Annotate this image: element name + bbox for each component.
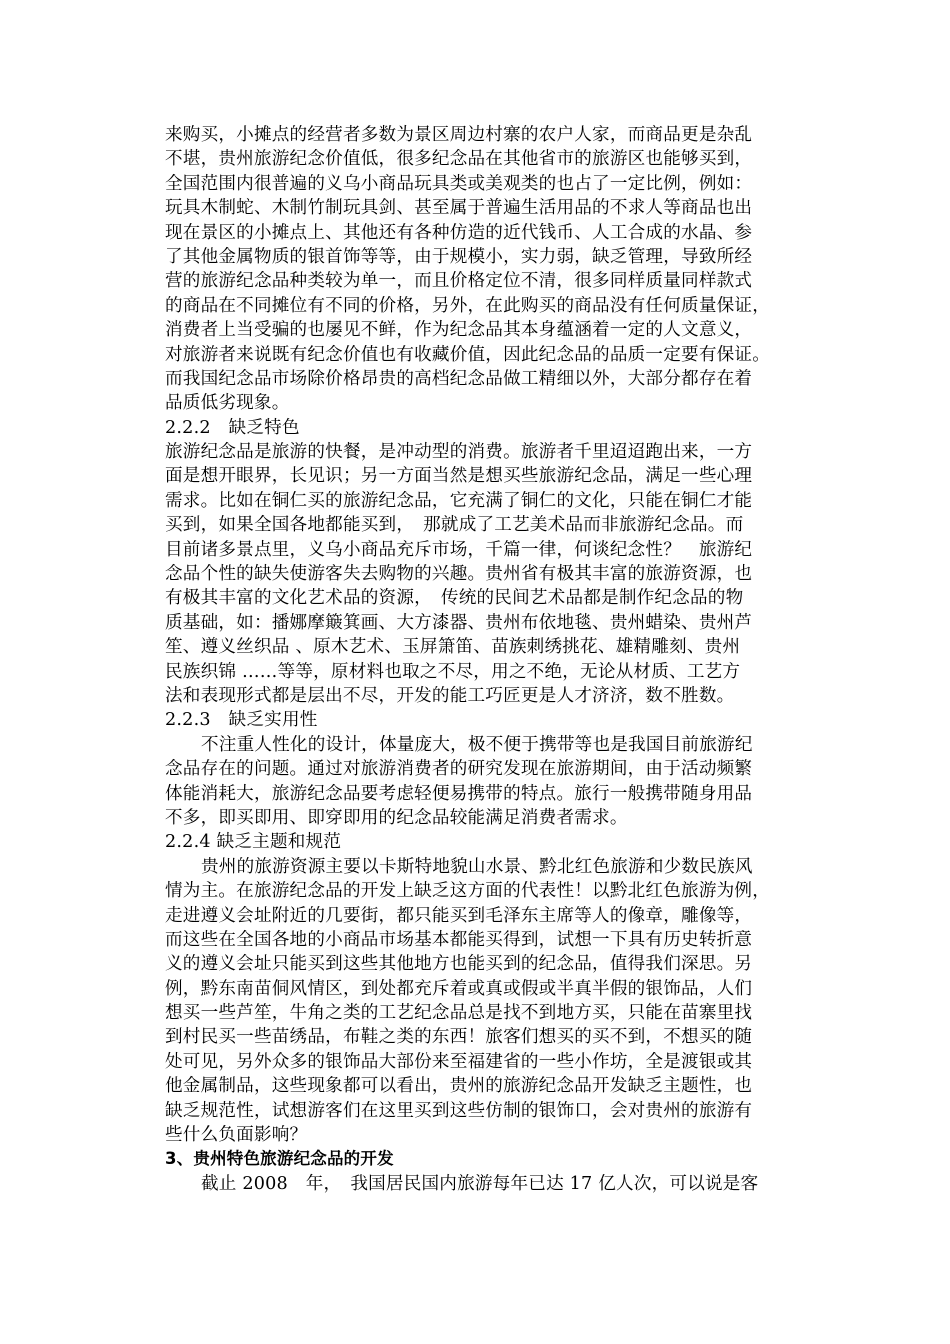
text-line: 全国范围内很普遍的义乌小商品玩具类或美观类的也占了一定比例，例如： (165, 173, 753, 194)
text-line: 而这些在全国各地的小商品市场基本都能买得到，试想一下具有历史转折意 (165, 929, 753, 950)
text-line: 的商品在不同摊位有不同的价格，另外，在此购买的商品没有任何质量保证， (165, 295, 770, 316)
text-line: 些什么负面影响？ (165, 1125, 308, 1146)
section-2-2-4 (165, 830, 805, 1147)
text-line: 他金属制品，这些现象都可以看出，贵州的旅游纪念品开发缺乏主题性，也 (165, 1076, 753, 1097)
text-line: 不注重人性化的设计，体量庞大，极不便于携带等也是我国目前旅游纪 (201, 734, 753, 755)
text-line: 旅游纪念品是旅游的快餐，是冲动型的消费。旅游者千里迢迢跑出来，一方 (165, 442, 753, 463)
text-line: 民族织锦 ……等等，原材料也取之不尽，用之不绝，无论从材质、工艺方 (165, 661, 741, 682)
text-line: 截止 2008 年， 我国居民国内旅游每年已达 17 亿人次，可以说是客 (201, 1173, 759, 1194)
text-line: 体能消耗大，旅游纪念品要考虑轻便易携带的特点。旅行一般携带随身用品 (165, 783, 753, 804)
text-line: 处可见，另外众多的银饰品大部份来至福建省的一些小作坊，全是渡银或其 (165, 1051, 753, 1072)
section-heading: 2.2.2 缺乏特色 (165, 417, 300, 438)
text-line: 了其他金属物质的银首饰等等，由于规模小，实力弱，缺乏管理，导致所经 (165, 246, 753, 267)
section-heading: 2.2.3 缺乏实用性 (165, 710, 318, 731)
chapter-heading: 3、贵州特色旅游纪念品的开发 (165, 1149, 394, 1169)
text-line: 来购买，小摊点的经营者多数为景区周边村寨的农户人家，而商品更是杂乱 (165, 125, 753, 145)
text-line: 想买一些芦笙，牛角之类的工艺纪念品总是找不到地方买，只能在苗寨里找 (165, 1003, 753, 1024)
text-line: 义的遵义会址只能买到这些其他地方也能买到的纪念品，值得我们深思。另 (165, 954, 753, 975)
text-line: 情为主。在旅游纪念品的开发上缺乏这方面的代表性！以黔北红色旅游为例， (165, 881, 770, 902)
text-line: 有极其丰富的文化艺术品的资源， 传统的民间艺术品都是制作纪念品的物 (165, 588, 744, 609)
section-3 (165, 1147, 805, 1196)
text-line: 现在景区的小摊点上、其他还有各种仿造的近代钱币、人工合成的水晶、参 (165, 222, 753, 243)
text-line: 笙、遵义丝织品 、原木艺术、玉屏箫笛、苗族刺绣挑花、雄精雕刻、贵州 (165, 637, 741, 658)
text-line: 不多，即买即用、即穿即用的纪念品较能满足消费者需求。 (165, 807, 628, 828)
text-line: 买到，如果全国各地都能买到， 那就成了工艺美术品而非旅游纪念品。而 (165, 515, 744, 536)
document-page (165, 123, 805, 1196)
text-line: 缺乏规范性，试想游客们在这里买到这些仿制的银饰口，会对贵州的旅游有 (165, 1100, 753, 1121)
text-line: 到村民买一些苗绣品，布鞋之类的东西！旅客们想买的买不到，不想买的随 (165, 1027, 753, 1048)
text-line: 质基础，如：播娜摩簸箕画、大方漆器、贵州布依地毯、贵州蜡染、贵州芦 (165, 612, 753, 633)
text-line: 面是想开眼界，长见识；另一方面当然是想买些旅游纪念品，满足一些心理 (165, 466, 753, 487)
text-line: 而我国纪念品市场除价格昂贵的高档纪念品做工精细以外，大部分都存在着 (165, 368, 753, 389)
text-line: 例，黔东南苗侗风情区，到处都充斥着或真或假或半真半假的银饰品，人们 (165, 978, 753, 999)
section-2-2-3 (165, 708, 805, 830)
text-line: 走进遵义会址附近的几要街，都只能买到毛泽东主席等人的像章，雕像等， (165, 905, 753, 926)
text-line: 贵州的旅游资源主要以卡斯特地貌山水景、黔北红色旅游和少数民族风 (201, 856, 753, 877)
text-line: 法和表现形式都是层出不尽，开发的能工巧匠更是人才济济，数不胜数。 (165, 685, 735, 706)
text-line: 念品存在的问题。通过对旅游消费者的研究发现在旅游期间，由于活动频繁 (165, 759, 753, 780)
text-line: 不堪，贵州旅游纪念价值低，很多纪念品在其他省市的旅游区也能够买到， (165, 149, 753, 170)
text-line: 品质低劣现象。 (165, 393, 290, 414)
text-line: 消费者上当受骗的也屡见不鲜，作为纪念品其本身蕴涵着一定的人文意义， (165, 320, 753, 341)
text-line: 需求。比如在铜仁买的旅游纪念品，它充满了铜仁的文化，只能在铜仁才能 (165, 490, 753, 511)
text-line: 玩具木制蛇、木制竹制玩具剑、甚至属于普遍生活用品的不求人等商品也出 (165, 198, 753, 219)
section-heading: 2.2.4 缺乏主题和规范 (165, 832, 342, 853)
paragraph-intro (165, 123, 805, 416)
text-line: 营的旅游纪念品种类较为单一，而且价格定位不清，很多同样质量同样款式 (165, 271, 753, 292)
section-2-2-2 (165, 416, 805, 709)
text-line: 目前诸多景点里，义乌小商品充斥市场，千篇一律，何谈纪念性？ 旅游纪 (165, 539, 753, 560)
text-line: 念品个性的缺失使游客失去购物的兴趣。贵州省有极其丰富的旅游资源，也 (165, 564, 753, 585)
text-line: 对旅游者来说既有纪念价值也有收藏价值，因此纪念品的品质一定要有保证。 (165, 344, 770, 365)
